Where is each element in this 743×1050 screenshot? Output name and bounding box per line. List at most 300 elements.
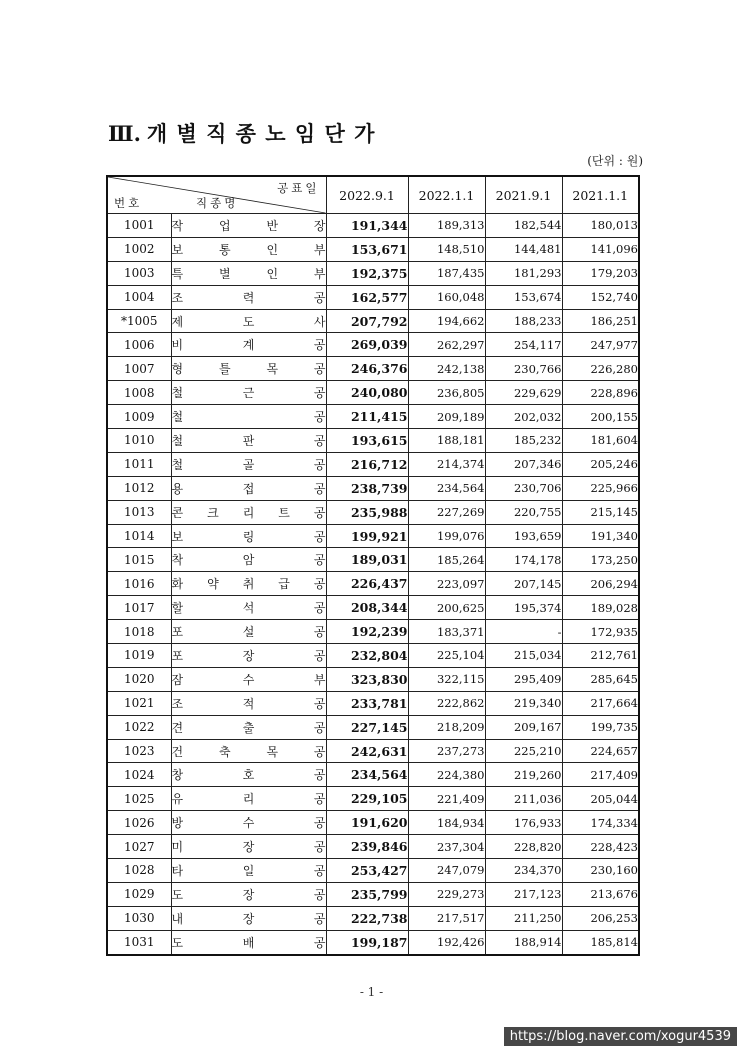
- job-name-char: 설: [242, 625, 255, 640]
- wage-value: 193,615: [326, 429, 408, 453]
- wage-value: 253,427: [326, 859, 408, 883]
- job-name-char: 공: [313, 577, 326, 592]
- header-code-label: 번호: [114, 196, 143, 210]
- job-code: 1014: [107, 524, 171, 548]
- job-name-char: 포: [171, 648, 184, 663]
- job-name-char: 공: [313, 386, 326, 401]
- job-name-char: 인: [266, 266, 279, 281]
- wage-value: 246,376: [326, 357, 408, 381]
- watermark: https://blog.naver.com/xogur4539: [504, 1027, 737, 1046]
- wage-value: 200,625: [408, 596, 485, 620]
- wage-value: 199,735: [562, 715, 639, 739]
- table-row: [107, 596, 639, 620]
- wage-value: 195,374: [485, 596, 562, 620]
- wage-value: 160,048: [408, 285, 485, 309]
- wage-value: 209,189: [408, 405, 485, 429]
- job-name-char: 타: [171, 863, 184, 878]
- table-row: [107, 452, 639, 476]
- wage-value: 152,740: [562, 285, 639, 309]
- wage-value: 233,781: [326, 691, 408, 715]
- header-date-2022-1-1: 2022.1.1: [408, 176, 485, 214]
- wage-value: 234,564: [408, 476, 485, 500]
- wage-value: 217,409: [562, 763, 639, 787]
- job-name-char: 리: [242, 505, 255, 520]
- job-name-char: 판: [242, 433, 255, 448]
- table-row: [107, 620, 639, 644]
- job-name-char: 철: [171, 433, 184, 448]
- wage-value: 247,977: [562, 333, 639, 357]
- section-title-text: 개 별 직 종 노 임 단 가: [146, 121, 376, 146]
- page-number: - 1 -: [359, 985, 384, 999]
- job-name-char: 장: [242, 911, 255, 926]
- wage-value: 188,181: [408, 429, 485, 453]
- job-code: 1019: [107, 644, 171, 668]
- job-name-char: 공: [313, 720, 326, 735]
- job-name-char: 할: [171, 601, 184, 616]
- wage-value: 247,079: [408, 859, 485, 883]
- job-code: 1009: [107, 405, 171, 429]
- wage-value: 254,117: [485, 333, 562, 357]
- table-row: [107, 763, 639, 787]
- job-name: [171, 763, 326, 787]
- job-name-char: 제: [171, 314, 184, 329]
- job-name-char: 공: [313, 840, 326, 855]
- job-name-char: 공: [313, 887, 326, 902]
- job-name: [171, 237, 326, 261]
- table-row: [107, 859, 639, 883]
- job-name-char: 공: [313, 362, 326, 377]
- job-name-char: 철: [171, 410, 184, 425]
- job-name-char: 철: [171, 386, 184, 401]
- wage-value: 192,426: [408, 930, 485, 954]
- table-row: [107, 644, 639, 668]
- table-row: [107, 261, 639, 285]
- job-name-char: 계: [242, 338, 255, 353]
- job-name-char: 도: [171, 887, 184, 902]
- job-name-char: 공: [313, 433, 326, 448]
- job-name: [171, 835, 326, 859]
- wage-value: 237,273: [408, 739, 485, 763]
- wage-value: 232,804: [326, 644, 408, 668]
- table-row: [107, 333, 639, 357]
- wage-value: 191,340: [562, 524, 639, 548]
- wage-value: 183,371: [408, 620, 485, 644]
- wage-value: 230,766: [485, 357, 562, 381]
- page-title: [108, 118, 375, 148]
- job-code: *1005: [107, 309, 171, 333]
- table-row: [107, 811, 639, 835]
- wage-value: 228,896: [562, 381, 639, 405]
- wage-value: 237,304: [408, 835, 485, 859]
- wage-value: 225,104: [408, 644, 485, 668]
- wage-value: 234,370: [485, 859, 562, 883]
- wage-value: 185,814: [562, 930, 639, 954]
- wage-value: 207,792: [326, 309, 408, 333]
- job-name-char: 장: [313, 218, 326, 233]
- wage-value: 172,935: [562, 620, 639, 644]
- wage-value: 144,481: [485, 237, 562, 261]
- wage-value: 227,145: [326, 715, 408, 739]
- wage-value: 174,178: [485, 548, 562, 572]
- job-name-char: 내: [171, 911, 184, 926]
- job-name-char: 철: [171, 457, 184, 472]
- wage-value: 213,676: [562, 882, 639, 906]
- table-row: [107, 572, 639, 596]
- job-code: 1028: [107, 859, 171, 883]
- wage-value: 199,187: [326, 930, 408, 954]
- wage-value: 141,096: [562, 237, 639, 261]
- job-name-char: 미: [171, 840, 184, 855]
- wage-value: 225,966: [562, 476, 639, 500]
- wage-value: 222,862: [408, 691, 485, 715]
- job-name-char: 골: [242, 457, 255, 472]
- wage-value: 174,334: [562, 811, 639, 835]
- wage-value: 228,423: [562, 835, 639, 859]
- wage-value: 188,233: [485, 309, 562, 333]
- job-name-char: 수: [242, 816, 255, 831]
- job-name: [171, 261, 326, 285]
- wage-value: 206,253: [562, 906, 639, 930]
- wage-value: 182,544: [485, 214, 562, 238]
- table-row: [107, 237, 639, 261]
- job-code: 1030: [107, 906, 171, 930]
- wage-value: 153,671: [326, 237, 408, 261]
- job-code: 1006: [107, 333, 171, 357]
- job-name-char: 도: [242, 314, 255, 329]
- wage-value: 323,830: [326, 667, 408, 691]
- job-name: [171, 787, 326, 811]
- job-code: 1016: [107, 572, 171, 596]
- wage-value: 236,805: [408, 381, 485, 405]
- wage-value: 238,739: [326, 476, 408, 500]
- job-code: 1017: [107, 596, 171, 620]
- wage-value: 295,409: [485, 667, 562, 691]
- job-name-char: 공: [313, 816, 326, 831]
- wage-value: 185,232: [485, 429, 562, 453]
- wage-value: 211,415: [326, 405, 408, 429]
- job-name: [171, 667, 326, 691]
- job-name-char: 공: [313, 768, 326, 783]
- wage-value: 229,629: [485, 381, 562, 405]
- job-name: [171, 644, 326, 668]
- job-name-char: 통: [218, 242, 231, 257]
- wage-value: 215,034: [485, 644, 562, 668]
- job-name-char: 착: [171, 553, 184, 568]
- wage-value: 217,664: [562, 691, 639, 715]
- job-name-char: 크: [207, 505, 219, 520]
- wage-value: 226,437: [326, 572, 408, 596]
- table-row: [107, 930, 639, 954]
- job-name-char: 공: [313, 744, 326, 759]
- wage-value: 218,209: [408, 715, 485, 739]
- job-name-char: 유: [171, 792, 184, 807]
- table-row: [107, 357, 639, 381]
- job-code: 1015: [107, 548, 171, 572]
- diagonal-header-cell: [107, 176, 326, 214]
- wage-value: 194,662: [408, 309, 485, 333]
- header-name-label: 직종명: [196, 196, 239, 210]
- job-name-char: 공: [313, 529, 326, 544]
- job-name: [171, 906, 326, 930]
- wage-value: 200,155: [562, 405, 639, 429]
- job-name-char: 보: [171, 529, 184, 544]
- table-row: [107, 548, 639, 572]
- wage-value: 240,080: [326, 381, 408, 405]
- job-code: 1002: [107, 237, 171, 261]
- job-code: 1013: [107, 500, 171, 524]
- wage-value: 219,260: [485, 763, 562, 787]
- job-name-char: 방: [171, 816, 184, 831]
- job-name-char: 공: [313, 290, 326, 305]
- job-name-char: 업: [218, 218, 231, 233]
- table-row: [107, 787, 639, 811]
- job-name: [171, 691, 326, 715]
- job-name-char: 보: [171, 242, 184, 257]
- wage-value: 219,340: [485, 691, 562, 715]
- job-name-char: 배: [242, 935, 255, 950]
- job-name-char: 근: [242, 386, 255, 401]
- wage-value: 211,036: [485, 787, 562, 811]
- job-name-char: 목: [266, 362, 279, 377]
- job-name: [171, 620, 326, 644]
- header-date-2021-9-1: 2021.9.1: [485, 176, 562, 214]
- job-name: [171, 930, 326, 954]
- job-name-char: 포: [171, 625, 184, 640]
- wage-value: 224,380: [408, 763, 485, 787]
- wage-value: 181,604: [562, 429, 639, 453]
- job-name-char: 목: [266, 744, 279, 759]
- job-name-char: 부: [313, 266, 326, 281]
- wage-value: 193,659: [485, 524, 562, 548]
- table-row: [107, 500, 639, 524]
- job-name-char: 건: [171, 744, 184, 759]
- wage-value: 234,564: [326, 763, 408, 787]
- job-code: 1026: [107, 811, 171, 835]
- wage-value: 206,294: [562, 572, 639, 596]
- wage-value: 262,297: [408, 333, 485, 357]
- table-row: [107, 691, 639, 715]
- wage-value: 185,264: [408, 548, 485, 572]
- wage-value: 228,820: [485, 835, 562, 859]
- job-code: 1029: [107, 882, 171, 906]
- job-name: [171, 214, 326, 238]
- job-name-char: 일: [242, 863, 255, 878]
- job-name-char: 리: [242, 792, 255, 807]
- table-row: [107, 476, 639, 500]
- wage-value: 216,712: [326, 452, 408, 476]
- job-name-char: 취: [242, 577, 255, 592]
- job-name-char: 공: [313, 648, 326, 663]
- job-name-char: 도: [171, 935, 184, 950]
- table-row: [107, 882, 639, 906]
- wage-value: 205,246: [562, 452, 639, 476]
- job-code: 1031: [107, 930, 171, 954]
- wage-value: 179,203: [562, 261, 639, 285]
- job-code: 1022: [107, 715, 171, 739]
- job-code: 1004: [107, 285, 171, 309]
- job-name-char: 공: [313, 911, 326, 926]
- job-name-char: 특: [171, 266, 184, 281]
- job-code: 1023: [107, 739, 171, 763]
- job-name-char: 잠: [171, 672, 184, 687]
- job-name-char: 용: [171, 481, 184, 496]
- wage-value: 230,706: [485, 476, 562, 500]
- job-name: [171, 429, 326, 453]
- table-row: [107, 309, 639, 333]
- section-numeral: Ⅲ.: [108, 121, 141, 146]
- job-name: [171, 811, 326, 835]
- job-name-char: 적: [242, 696, 255, 711]
- wage-value: 184,934: [408, 811, 485, 835]
- wage-value: 162,577: [326, 285, 408, 309]
- wage-value: 225,210: [485, 739, 562, 763]
- job-name-char: 창: [171, 768, 184, 783]
- wage-value: 205,044: [562, 787, 639, 811]
- job-code: 1021: [107, 691, 171, 715]
- job-name-char: 사: [313, 314, 326, 329]
- wage-value: 217,123: [485, 882, 562, 906]
- table-row: [107, 739, 639, 763]
- job-name-char: 공: [313, 505, 326, 520]
- job-name-char: 콘: [171, 505, 184, 520]
- wage-value: 148,510: [408, 237, 485, 261]
- job-name: [171, 452, 326, 476]
- wage-value: 176,933: [485, 811, 562, 835]
- job-name-char: 공: [313, 863, 326, 878]
- job-name-char: 장: [242, 887, 255, 902]
- wage-value: 242,138: [408, 357, 485, 381]
- table-row: [107, 405, 639, 429]
- job-code: 1003: [107, 261, 171, 285]
- job-name: [171, 882, 326, 906]
- wage-value: 217,517: [408, 906, 485, 930]
- table-row: [107, 715, 639, 739]
- job-name-char: 약: [207, 577, 219, 592]
- wage-value: 220,755: [485, 500, 562, 524]
- wage-value: 208,344: [326, 596, 408, 620]
- job-name-char: 석: [242, 601, 255, 616]
- job-name: [171, 548, 326, 572]
- wage-value: 191,620: [326, 811, 408, 835]
- job-name-char: 조: [171, 696, 184, 711]
- wage-value: 235,799: [326, 882, 408, 906]
- job-name-char: 공: [313, 792, 326, 807]
- job-name-char: 공: [313, 457, 326, 472]
- job-name: [171, 715, 326, 739]
- job-code: 1012: [107, 476, 171, 500]
- job-name-char: 공: [313, 625, 326, 640]
- wage-value: 180,013: [562, 214, 639, 238]
- table-row: [107, 381, 639, 405]
- wage-value: 153,674: [485, 285, 562, 309]
- job-code: 1011: [107, 452, 171, 476]
- header-date-2022-9-1: 2022.9.1: [326, 176, 408, 214]
- header-date-label: 공표일: [277, 181, 320, 195]
- header-date-2021-1-1: 2021.1.1: [562, 176, 639, 214]
- wage-value: 212,761: [562, 644, 639, 668]
- table-row: [107, 835, 639, 859]
- wage-value: 215,145: [562, 500, 639, 524]
- job-name-char: 인: [266, 242, 279, 257]
- job-name: [171, 333, 326, 357]
- job-name-char: 출: [242, 720, 255, 735]
- wage-value: 209,167: [485, 715, 562, 739]
- job-name: [171, 309, 326, 333]
- job-name-char: 작: [171, 218, 184, 233]
- table-row: [107, 524, 639, 548]
- wage-value: 189,031: [326, 548, 408, 572]
- job-name: [171, 739, 326, 763]
- job-name-char: 접: [242, 481, 255, 496]
- wage-value: 202,032: [485, 405, 562, 429]
- job-name-char: 부: [313, 672, 326, 687]
- wage-value: -: [485, 620, 562, 644]
- job-name-char: 트: [278, 505, 290, 520]
- job-name-char: 력: [242, 290, 255, 305]
- wage-value: 226,280: [562, 357, 639, 381]
- job-name-char: 축: [218, 744, 231, 759]
- wage-value: 191,344: [326, 214, 408, 238]
- wage-value: 211,250: [485, 906, 562, 930]
- table-row: [107, 285, 639, 309]
- job-name-char: 공: [313, 601, 326, 616]
- job-name-char: 공: [313, 410, 326, 425]
- job-name-char: 수: [242, 672, 255, 687]
- wage-value: 239,846: [326, 835, 408, 859]
- job-name-char: 반: [266, 218, 279, 233]
- table-header-row: [107, 176, 639, 214]
- wage-value: 187,435: [408, 261, 485, 285]
- job-name-char: 공: [313, 553, 326, 568]
- job-name-char: 공: [313, 696, 326, 711]
- wage-value: 230,160: [562, 859, 639, 883]
- wage-value: 224,657: [562, 739, 639, 763]
- job-name-char: 조: [171, 290, 184, 305]
- wage-value: 189,313: [408, 214, 485, 238]
- job-name-char: 부: [313, 242, 326, 257]
- table-row: [107, 214, 639, 238]
- unit-label: (단위 : 원): [587, 154, 643, 168]
- job-name-char: 틀: [218, 362, 231, 377]
- wage-value: 285,645: [562, 667, 639, 691]
- job-name-char: 장: [242, 840, 255, 855]
- wage-value: 222,738: [326, 906, 408, 930]
- job-name: [171, 381, 326, 405]
- job-name: [171, 405, 326, 429]
- job-name-char: 공: [313, 338, 326, 353]
- job-name: [171, 500, 326, 524]
- job-code: 1027: [107, 835, 171, 859]
- wage-value: 189,028: [562, 596, 639, 620]
- job-name-char: 화: [171, 577, 184, 592]
- job-name-char: 호: [242, 768, 255, 783]
- job-code: 1020: [107, 667, 171, 691]
- job-name-char: 암: [242, 553, 255, 568]
- wage-value: 192,239: [326, 620, 408, 644]
- job-name-char: 별: [218, 266, 231, 281]
- job-code: 1025: [107, 787, 171, 811]
- wage-value: 188,914: [485, 930, 562, 954]
- wage-value: 207,346: [485, 452, 562, 476]
- job-code: 1018: [107, 620, 171, 644]
- wage-value: 235,988: [326, 500, 408, 524]
- job-name: [171, 596, 326, 620]
- job-name-char: 형: [171, 362, 184, 377]
- wage-value: 269,039: [326, 333, 408, 357]
- job-code: 1008: [107, 381, 171, 405]
- table-row: [107, 906, 639, 930]
- wage-value: 173,250: [562, 548, 639, 572]
